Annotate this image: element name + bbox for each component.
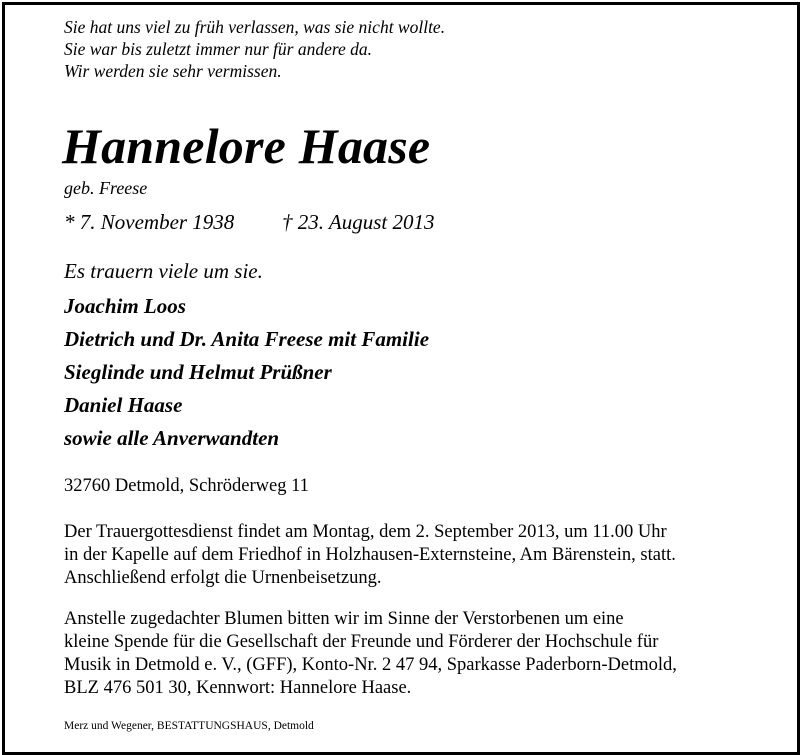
- donation-line: Anstelle zugedachter Blumen bitten wir im Sinne der Verstorbenen um eine: [64, 609, 624, 629]
- donation-line: BLZ 476 501 30, Kennwort: Hannelore Haase.: [64, 678, 412, 698]
- mourners-list: [64, 290, 429, 455]
- deceased-name: Hannelore Haase: [62, 118, 431, 174]
- birth-date: * 7. November 1938: [64, 210, 235, 234]
- death-date: † 23. August 2013: [282, 210, 435, 234]
- memorial-poem: [64, 16, 445, 82]
- mourning-intro: Es trauern viele um sie.: [64, 259, 263, 283]
- poem-line: Sie hat uns viel zu früh verlassen, was sie nicht wollte.: [64, 17, 446, 37]
- poem-line: Wir werden sie sehr vermissen.: [64, 61, 282, 81]
- service-paragraph: [64, 521, 676, 590]
- funeral-home-credit: Merz und Wegener, BESTATTUNGSHAUS, Detmold: [64, 720, 314, 732]
- donation-line: kleine Spende für die Gesellschaft der Freunde und Förderer der Hochschule für: [64, 632, 659, 652]
- poem-line: Sie war bis zuletzt immer nur für andere da.: [64, 39, 373, 59]
- mourner-name: Dietrich und Dr. Anita Freese mit Familie: [64, 327, 430, 351]
- birth-name: geb. Freese: [64, 178, 148, 198]
- service-line: Der Trauergottesdienst findet am Montag, dem 2. September 2013, um 11.00 Uhr: [64, 522, 667, 542]
- family-address: 32760 Detmold, Schröderweg 11: [64, 476, 309, 496]
- mourner-name: Daniel Haase: [64, 393, 183, 417]
- mourner-name: Joachim Loos: [64, 294, 186, 318]
- service-line: Anschließend erfolgt die Urnenbeisetzung.: [64, 568, 382, 588]
- service-line: in der Kapelle auf dem Friedhof in Holzhausen-Externsteine, Am Bärenstein, statt.: [64, 545, 676, 565]
- life-dates: [64, 209, 435, 235]
- donation-paragraph: [64, 608, 677, 700]
- mourner-name: Sieglinde und Helmut Prüßner: [64, 360, 332, 384]
- mourner-name: sowie alle Anverwandten: [64, 426, 280, 450]
- donation-line: Musik in Detmold e. V., (GFF), Konto-Nr. 2 47 94, Sparkasse Paderborn-Detmold,: [64, 655, 677, 675]
